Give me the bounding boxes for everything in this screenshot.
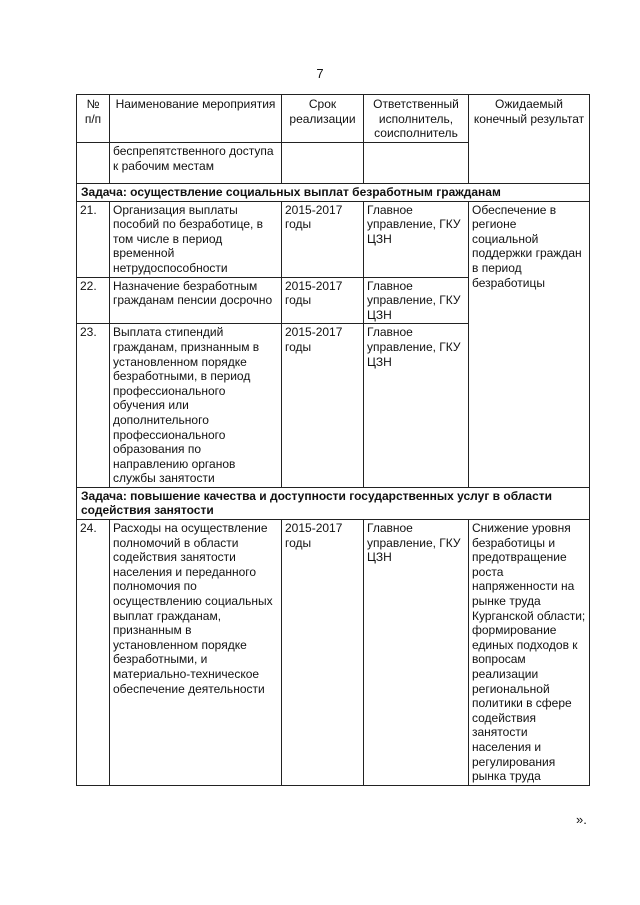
term: 2015-2017 годы (282, 277, 364, 324)
task-row (77, 487, 590, 519)
term: 2015-2017 годы (282, 201, 364, 277)
term: 2015-2017 годы (282, 324, 364, 488)
row-number: 22. (77, 277, 110, 324)
table-row (77, 201, 590, 277)
row-number: 21. (77, 201, 110, 277)
executor: Главное управление, ГКУ ЦЗН (364, 201, 469, 277)
header-term: Срок реализации (282, 95, 364, 143)
table-header-row (77, 95, 590, 143)
expected-result: Снижение уровня безработицы и предотвращение роста напряженности на рынке труда Курганской области; формирование единых подходов к вопросам реализации региональной политики в сфере содействия занятости населения и регулирования рынка труда (469, 520, 590, 786)
term-cell (282, 143, 364, 184)
header-executor: Ответственный исполнитель, соисполнитель (364, 95, 469, 143)
header-number: № п/п (77, 95, 110, 143)
table-row (77, 520, 590, 786)
measure-name: Расходы на осуществление полномочий в области содействия занятости населения и переданного полномочия по осуществлению социальных выплат гражданам, признанным в установленном порядке безработными, и материально-техническое обеспечение деятельности (110, 520, 282, 786)
header-expected-result: Ожидаемый конечный результат (469, 95, 590, 184)
task-row (77, 184, 590, 202)
continued-measure-name: беспрепятственного доступа к рабочим местам (110, 143, 282, 184)
closing-quote-mark: ». (576, 812, 587, 827)
measure-name: Назначение безработным гражданам пенсии досрочно (110, 277, 282, 324)
num-cell (77, 143, 110, 184)
header-measure-name: Наименование мероприятия (110, 95, 282, 143)
row-number: 24. (77, 520, 110, 786)
measure-name: Организация выплаты пособий по безработице, в том числе в период временной нетрудоспособности (110, 201, 282, 277)
expected-result: Обеспечение в регионе социальной поддержки граждан в период безработицы (469, 201, 590, 487)
page-number: 7 (316, 66, 324, 81)
task-heading: Задача: осуществление социальных выплат безработным гражданам (77, 184, 590, 202)
measures-table (76, 94, 590, 786)
executor: Главное управление, ГКУ ЦЗН (364, 324, 469, 488)
row-number: 23. (77, 324, 110, 488)
executor: Главное управление, ГКУ ЦЗН (364, 520, 469, 786)
executor-cell (364, 143, 469, 184)
measure-name: Выплата стипендий гражданам, признанным в установленном порядке безработными, в период профессионального обучения или дополнительного профессионального образования по направлению органов службы занятости (110, 324, 282, 488)
task-heading: Задача: повышение качества и доступности государственных услуг в области содействия занятости (77, 487, 590, 519)
term: 2015-2017 годы (282, 520, 364, 786)
executor: Главное управление, ГКУ ЦЗН (364, 277, 469, 324)
